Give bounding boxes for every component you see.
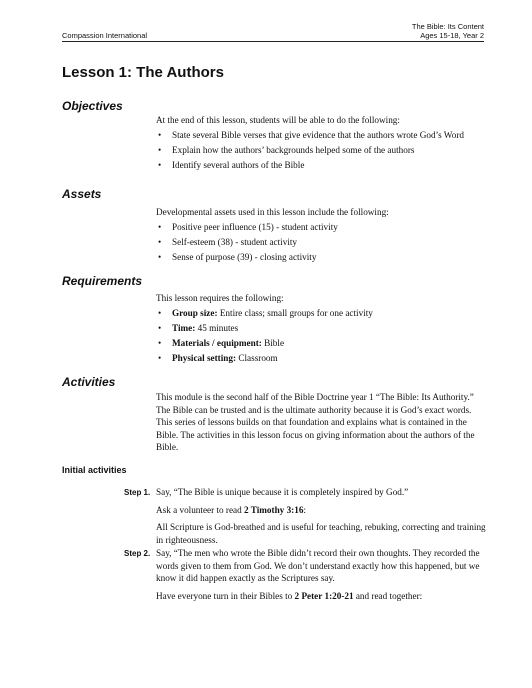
- objectives-section: [156, 114, 486, 174]
- list-item: • Self-esteem (38) - student activity: [156, 236, 486, 249]
- scripture-reference: 2 Peter 1:20-21: [294, 590, 354, 601]
- assets-intro: Developmental assets used in this lesson include the following:: [156, 207, 389, 217]
- step-2-turn-end: and read together:: [353, 590, 423, 601]
- step-1-ask-end: :: [303, 504, 306, 515]
- list-item: [156, 322, 486, 335]
- header-ages: Ages 15-18, Year 2: [420, 31, 484, 40]
- header-divider: [62, 41, 484, 42]
- requirement-label: Physical setting:: [172, 352, 237, 363]
- objectives-list: [156, 129, 486, 172]
- list-item: [156, 307, 486, 320]
- assets-list: [156, 221, 486, 264]
- requirement-value: 45 minutes: [195, 322, 239, 333]
- assets-heading: Assets: [62, 187, 102, 201]
- requirement-value: Bible: [261, 337, 285, 348]
- list-item: • Positive peer influence (15) - student activity: [156, 221, 486, 234]
- list-item: [156, 352, 486, 365]
- step-1-ask: [156, 504, 486, 517]
- activities-heading: Activities: [62, 375, 116, 389]
- header-org: Compassion International: [62, 31, 148, 40]
- requirements-section: [156, 292, 486, 367]
- requirement-label: Time:: [172, 322, 196, 333]
- requirements-list: [156, 307, 486, 365]
- list-item: [156, 337, 486, 350]
- step-2-turn-text: Have everyone turn in their Bibles to: [156, 590, 295, 601]
- step-2-label: Step 2.: [124, 549, 151, 558]
- list-item: • Sense of purpose (39) - closing activity: [156, 251, 486, 264]
- requirement-value: Entire class; small groups for one activity: [217, 307, 373, 318]
- requirement-label: Group size:: [172, 307, 218, 318]
- initial-activities-heading: Initial activities: [62, 465, 127, 475]
- requirement-value: Classroom: [236, 352, 278, 363]
- objectives-heading: Objectives: [62, 99, 123, 113]
- lesson-title: Lesson 1: The Authors: [62, 64, 224, 81]
- assets-section: [156, 206, 486, 266]
- list-item: • State several Bible verses that give evidence that the authors wrote God’s Word: [156, 129, 486, 142]
- step-2-turn: [156, 590, 486, 603]
- requirements-intro: This lesson requires the following:: [156, 293, 284, 303]
- step-2-content: [156, 547, 486, 602]
- activities-section: [156, 391, 486, 454]
- list-item: • Explain how the authors’ backgrounds helped some of the authors: [156, 144, 486, 157]
- header-course-title: The Bible: Its Content: [411, 22, 484, 31]
- requirement-label: Materials / equipment:: [172, 337, 262, 348]
- step-1-quote: All Scripture is God-breathed and is useful for teaching, rebuking, correcting and training in righteousness.: [156, 522, 486, 545]
- scripture-reference: 2 Timothy 3:16: [244, 504, 304, 515]
- step-1-ask-text: Ask a volunteer to read: [156, 504, 245, 515]
- header-course-info: [412, 22, 484, 40]
- step-1-say: Say, “The Bible is unique because it is completely inspired by God.”: [156, 487, 409, 497]
- step-2-say: Say, “The men who wrote the Bible didn’t record their own thoughts. They recorded the words given to them from God. We don’t understand exactly how this happened, but we know it did happen exactly as the Scriptures say.: [156, 548, 480, 583]
- step-1-content: [156, 486, 486, 546]
- step-1-label: Step 1.: [124, 488, 151, 497]
- objectives-intro: At the end of this lesson, students will be able to do the following:: [156, 115, 400, 125]
- list-item: • Identify several authors of the Bible: [156, 159, 486, 172]
- activities-intro: This module is the second half of the Bible Doctrine year 1 “The Bible: Its Authority.” The Bible can be trusted and is the ultimate authority because it is God’s exact words. This series of lessons builds on that foundation and explains what is contained in the Bible. The activities in this lesson focus on giving information about the authors of the Bible.: [156, 392, 475, 452]
- requirements-heading: Requirements: [62, 274, 143, 288]
